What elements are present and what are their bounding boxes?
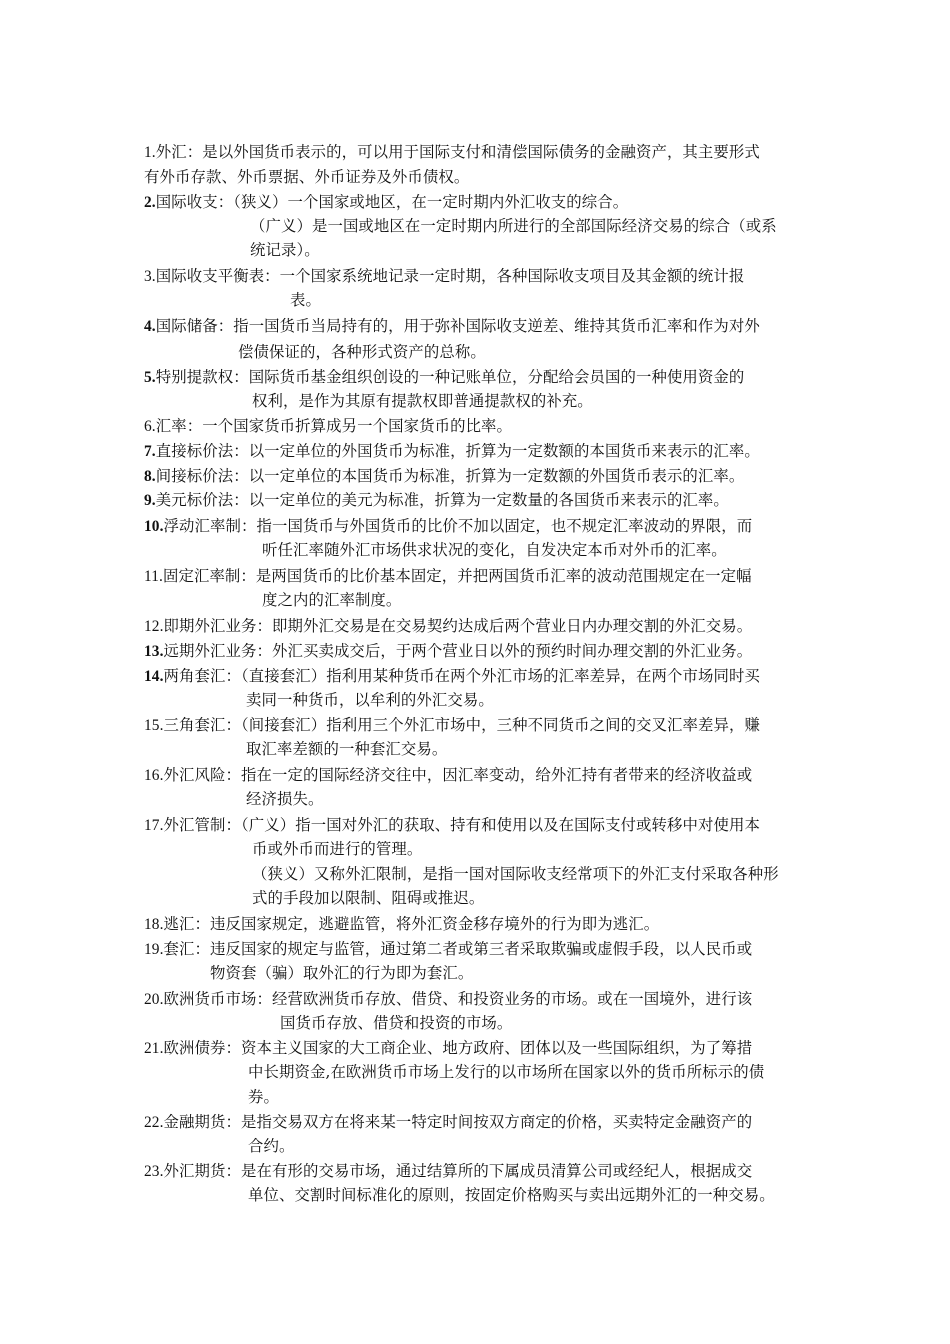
term-number: 6. (144, 418, 156, 435)
term-line-continuation (238, 342, 486, 362)
term-text: 间接标价法：以一定单位的本国货币为标准，折算为一定数额的外国货币表示的汇率。 (155, 467, 745, 485)
term-text: 卖同一种货币，以牟利的外汇交易。 (246, 691, 494, 709)
term-number: 23. (144, 1163, 164, 1180)
term-line-first (144, 715, 760, 736)
term-line-first (144, 765, 752, 786)
term-text: 中长期资金,在欧洲货币市场上发行的以市场所在国家以外的货币所标示的债 (248, 1063, 765, 1081)
term-number: 21. (144, 1040, 164, 1057)
term-line-first (144, 989, 752, 1010)
term-text: 国货币存放、借贷和投资的市场。 (280, 1014, 513, 1032)
term-line-first (144, 914, 659, 935)
term-text: 式的手段加以限制、阻碍或推迟。 (252, 889, 485, 907)
term-line-continuation (246, 690, 494, 710)
term-line-continuation (252, 864, 779, 884)
term-line-continuation (248, 1185, 775, 1205)
term-text: 固定汇率制：是两国货币的比价基本固定，并把两国货币汇率的波动范围规定在一定幅 (162, 567, 752, 585)
term-text: 物资套（骗）取外汇的行为即为套汇。 (210, 964, 474, 982)
term-line-first (144, 616, 752, 637)
term-line-first (144, 142, 760, 163)
term-line-first (144, 1038, 752, 1059)
term-number: 3. (144, 268, 156, 285)
term-text: 偿债保证的，各种形式资产的总称。 (238, 343, 486, 361)
term-line-continuation (144, 167, 469, 187)
term-line-continuation (246, 739, 447, 759)
term-text: 单位、交割时间标准化的原则，按固定价格购买与卖出远期外汇的一种交易。 (248, 1186, 775, 1204)
term-text: 汇率：一个国家货币折算成另一个国家货币的比率。 (155, 417, 513, 435)
term-line-first (144, 1161, 752, 1182)
term-line-first (144, 666, 760, 687)
term-line-first (144, 1112, 752, 1133)
term-text: 听任汇率随外汇市场供求状况的变化，自发决定本币对外币的汇率。 (262, 541, 727, 559)
term-line-continuation (262, 590, 401, 610)
term-number: 7. (144, 443, 156, 460)
term-line-first (144, 441, 760, 462)
term-text: 国际收支：（狭义）一个国家或地区，在一定时期内外汇收支的综合。 (155, 193, 629, 211)
term-line-continuation (280, 1013, 512, 1033)
term-number: 10. (144, 518, 164, 535)
term-number: 15. (144, 717, 164, 734)
term-text: 欧洲货币市场：经营欧洲货币存放、借贷、和投资业务的市场。或在一国境外，进行该 (163, 990, 753, 1008)
term-line-first (144, 566, 752, 587)
term-number: 22. (144, 1114, 164, 1131)
term-text: 远期外汇业务：外汇买卖成交后，于两个营业日以外的预约时间办理交割的外汇业务。 (163, 642, 753, 660)
term-number: 16. (144, 767, 164, 784)
term-line-continuation (246, 789, 323, 809)
term-line-continuation (248, 1087, 279, 1107)
term-text: 有外币存款、外币票据、外币证券及外币债权。 (144, 168, 470, 186)
term-number: 18. (144, 916, 164, 933)
term-text: 浮动汇率制：指一国货币与外国货币的比价不加以固定，也不规定汇率波动的界限，而 (163, 517, 753, 535)
term-line-first (144, 939, 752, 960)
term-text: 国际收支平衡表：一个国家系统地记录一定时期，各种国际收支项目及其金额的统计报 (155, 267, 745, 285)
term-text: 两角套汇：（直接套汇）指利用某种货币在两个外汇市场的汇率差异，在两个市场同时买 (163, 667, 760, 685)
term-text: 合约。 (248, 1137, 295, 1155)
term-text: 外汇期货：是在有形的交易市场，通过结算所的下属成员清算公司或经纪人，根据成交 (163, 1162, 753, 1180)
term-text: 统记录）。 (250, 241, 320, 259)
term-number: 2. (144, 194, 156, 211)
term-text: 欧洲债券：资本主义国家的大工商企业、地方政府、团体以及一些国际组织，为了筹措 (163, 1039, 753, 1057)
term-text: 特别提款权：国际货币基金组织创设的一种记账单位，分配给会员国的一种使用资金的 (155, 368, 745, 386)
term-text: 套汇：违反国家的规定与监管，通过第二者或第三者采取欺骗或虚假手段，以人民币或 (163, 940, 753, 958)
term-line-continuation (290, 290, 321, 310)
term-text: 国际储备：指一国货币当局持有的，用于弥补国际收支逆差、维持其货币汇率和作为对外 (155, 317, 760, 335)
term-text: 权利，是作为其原有提款权即普通提款权的补充。 (252, 392, 593, 410)
term-number: 8. (144, 468, 156, 485)
term-text: 直接标价法：以一定单位的外国货币为标准，折算为一定数额的本国货币来表示的汇率。 (155, 442, 760, 460)
term-number: 14. (144, 668, 164, 685)
term-line-first (144, 192, 628, 213)
term-line-first (144, 466, 744, 487)
term-number: 12. (144, 618, 164, 635)
term-number: 4. (144, 318, 156, 335)
term-text: （狭义）又称外汇限制，是指一国对国际收支经常项下的外汇支付采取各种形 (252, 865, 779, 883)
term-line-continuation (252, 839, 422, 859)
term-number: 5. (144, 369, 156, 386)
term-number: 19. (144, 941, 164, 958)
term-line-continuation (248, 1062, 764, 1082)
term-text: 度之内的汇率制度。 (262, 591, 402, 609)
term-text: 外汇管制：（广义）指一国对外汇的获取、持有和使用以及在国际支付或转移中对使用本 (163, 816, 760, 834)
term-number: 17. (144, 817, 164, 834)
term-line-continuation (250, 216, 777, 236)
term-number: 11. (144, 568, 163, 585)
term-line-continuation (248, 1136, 294, 1156)
term-number: 9. (144, 492, 156, 509)
term-text: 三角套汇：（间接套汇）指利用三个外汇市场中，三种不同货币之间的交叉汇率差异，赚 (163, 716, 760, 734)
term-text: 逃汇：违反国家规定，逃避监管，将外汇资金移存境外的行为即为逃汇。 (163, 915, 660, 933)
term-text: 券。 (248, 1088, 279, 1106)
term-text: 即期外汇业务：即期外汇交易是在交易契约达成后两个营业日内办理交割的外汇交易。 (163, 617, 753, 635)
term-text: 表。 (290, 291, 321, 309)
term-line-first (144, 416, 512, 437)
term-line-first (144, 516, 752, 537)
term-line-first (144, 815, 760, 836)
term-line-continuation (252, 391, 593, 411)
term-line-first (144, 316, 760, 337)
term-line-first (144, 490, 729, 511)
term-number: 13. (144, 643, 164, 660)
term-text: 币或外币而进行的管理。 (252, 840, 423, 858)
term-text: 外汇：是以外国货币表示的，可以用于国际支付和清偿国际债务的金融资产，其主要形式 (155, 143, 760, 161)
term-line-continuation (210, 963, 473, 983)
term-line-continuation (252, 888, 484, 908)
term-number: 1. (144, 144, 156, 161)
term-text: 经济损失。 (246, 790, 324, 808)
term-line-first (144, 641, 752, 662)
term-line-first (144, 266, 744, 287)
term-text: 美元标价法：以一定单位的美元为标准，折算为一定数量的各国货币来表示的汇率。 (155, 491, 729, 509)
term-line-continuation (262, 540, 727, 560)
term-text: （广义）是一国或地区在一定时期内所进行的全部国际经济交易的综合（或系 (250, 217, 777, 235)
term-text: 取汇率差额的一种套汇交易。 (246, 740, 448, 758)
term-number: 20. (144, 991, 164, 1008)
term-line-continuation (250, 240, 320, 260)
term-line-first (144, 367, 744, 388)
term-text: 外汇风险：指在一定的国际经济交往中，因汇率变动，给外汇持有者带来的经济收益或 (163, 766, 753, 784)
term-text: 金融期货：是指交易双方在将来某一特定时间按双方商定的价格，买卖特定金融资产的 (163, 1113, 753, 1131)
